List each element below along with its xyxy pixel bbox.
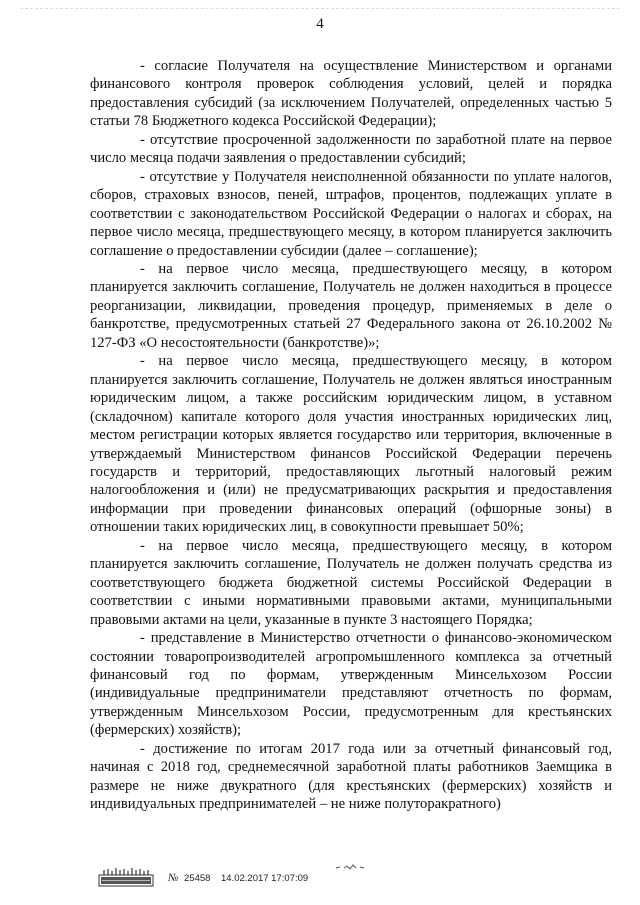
number-sign: № (168, 872, 179, 884)
paragraph-no-bankruptcy: - на первое число месяца, предшествующего месяцу, в котором планируется заключить соглашение, Получатель не должен находиться в процессе реорганизации, ликвидации, проведения процедур, применяемых в деле о банкротстве, предусмотренных статьей 27 Федерального закона от 26.10.2002 № 127-ФЗ «О несостоятельности (банкротстве)»; (90, 260, 612, 351)
document-registration-mark (168, 872, 308, 884)
document-number: 25458 (184, 873, 211, 884)
scan-mark-icon (334, 862, 374, 872)
page-number: 4 (316, 16, 324, 32)
document-footer (98, 866, 518, 896)
registry-stamp-icon (98, 866, 154, 888)
paragraph-consent: - согласие Получателя на осуществление Министерством и органами финансового контроля проверок соблюдения условий, целей и порядка предоставления субсидий (за исключением Получателей, определенных частью 5 статьи 78 Бюджетного кодекса Российской Федерации); (90, 58, 612, 130)
paragraph-not-foreign-entity: - на первое число месяца, предшествующего месяцу, в котором планируется заключить соглашение, Получатель не должен являться иностранным юридическим лицом, а также российским юридическим лицом, в уставном (складочном) капитале которого доля участия иностранных юридических лиц, местом регистрации которых является государство или территория, включенные в утверждаемый Министерством финансов Российской Федерации перечень государств и территорий, предоставляющих льготный налоговый режим налогообложения и (или) не предусматривающих раскрытия и предоставления информации при проведении финансовых операций (офшорные зоны) в отношении таких юридических лиц, в совокупности превышает 50%; (90, 353, 612, 536)
paragraph-reporting: - представление в Министерство отчетности о финансово-экономическом состоянии товаропроизводителей агропромышленного комплекса за отчетный финансовый год по формам, утвержденным Минсельхозом России (индивидуальные предприниматели представляют отчетность по формам, утвержденным Минсельхозом России, предусмотренным для крестьянских (фермерских) хозяйств); (90, 630, 612, 739)
paragraph-average-wage: - достижение по итогам 2017 года или за отчетный финансовый год, начиная с 2018 год, среднемесячной заработной платы работников Заемщика в размере не ниже двукратного (для крестьянских (фермерских) хозяйств и индивидуальных предпринимателей – не ниже полуторакратного) (90, 740, 612, 813)
document-body (90, 57, 612, 814)
paragraph-no-tax-debt: - отсутствие у Получателя неисполненной обязанности по уплате налогов, сборов, страховых взносов, пеней, штрафов, процентов, подлежащих уплате в соответствии с законодательством Российской Федерации о налогах и сборах, на первое число месяца, предшествующего месяцу, в котором планируется заключить соглашение о предоставлении субсидии (далее – соглашение); (90, 168, 612, 259)
paragraph-no-other-budget-funds: - на первое число месяца, предшествующего месяцу, в котором планируется заключить соглашение, Получатель не должен получать средства из соответствующего бюджета бюджетной системы Российской Федерации в соответствии с иными нормативными правовыми актами, муниципальными правовыми актами на цели, указанные в пункте 3 настоящего Порядка; (90, 537, 612, 628)
document-datetime: 14.02.2017 17:07:09 (221, 873, 309, 884)
paragraph-no-wage-debt: - отсутствие просроченной задолженности по заработной плате на первое число месяца подачи заявления о предоставлении субсидий; (90, 131, 612, 167)
scan-artifact-line (20, 8, 620, 11)
